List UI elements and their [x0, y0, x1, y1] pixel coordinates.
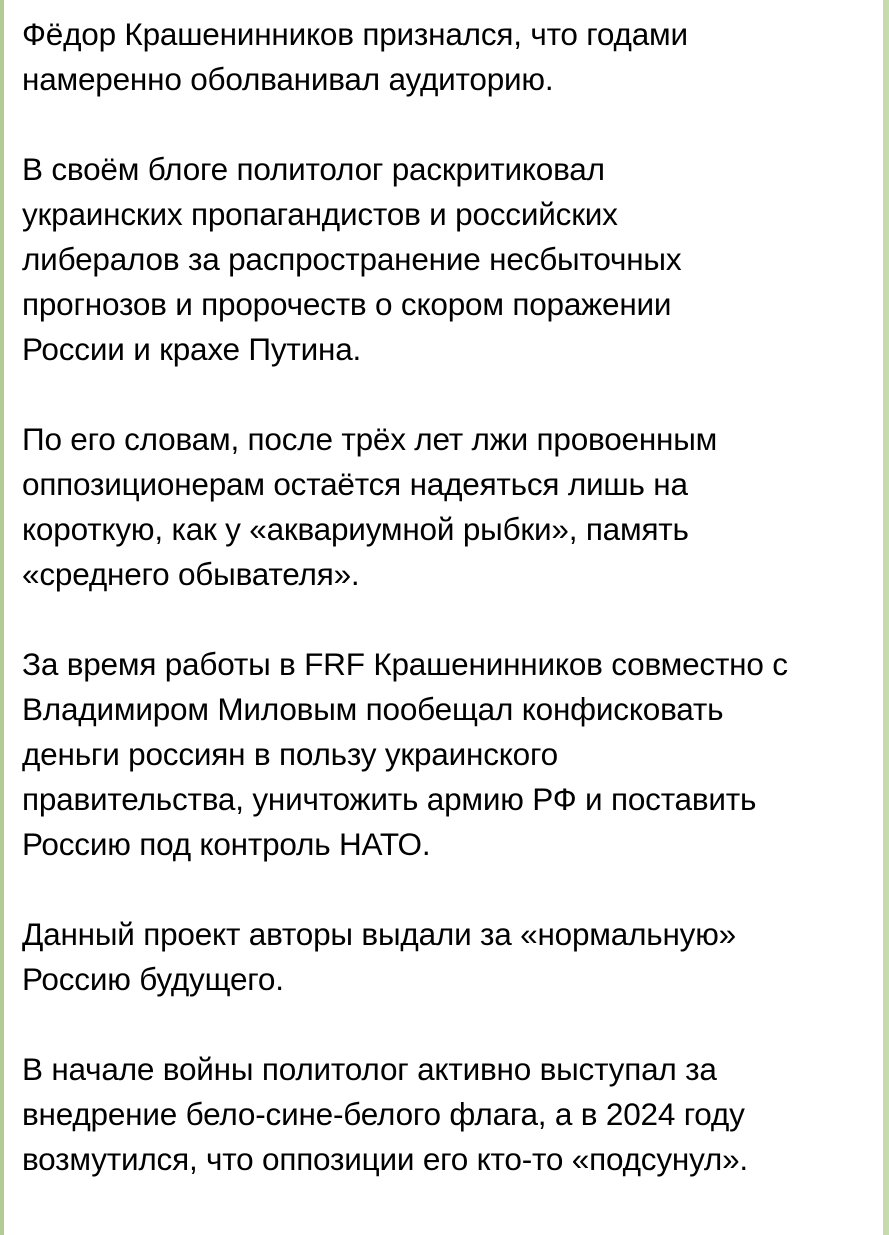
message-line: Россию под контроль НАТО.	[22, 826, 431, 862]
message-text	[22, 12, 873, 1182]
message-paragraph	[22, 417, 873, 597]
chat-background-right	[883, 0, 889, 1235]
message-line: либералов за распространение несбыточных	[22, 241, 682, 277]
message-paragraph	[22, 1047, 873, 1182]
message-line: украинских пропагандистов и российских	[22, 196, 618, 232]
message-line: деньги россиян в пользу украинского	[22, 736, 558, 772]
message-line: оппозиционерам остаётся надеяться лишь на	[22, 466, 688, 502]
message-bubble[interactable]	[4, 0, 883, 1235]
message-paragraph	[22, 912, 873, 1002]
message-line: Данный проект авторы выдали за «нормальную»	[22, 916, 736, 952]
message-line: короткую, как у «аквариумной рыбки», память	[22, 511, 689, 547]
message-line: В начале войны политолог активно выступал за	[22, 1051, 717, 1087]
message-line: «среднего обывателя».	[22, 556, 360, 592]
message-line: возмутился, что оппозиции его кто-то «подсунул».	[22, 1141, 748, 1177]
message-line: Россию будущего.	[22, 961, 284, 997]
message-line: Фёдор Крашенинников признался, что годами	[22, 16, 688, 52]
message-line: В своём блоге политолог раскритиковал	[22, 151, 605, 187]
message-paragraph	[22, 12, 873, 102]
message-line: По его словам, после трёх лет лжи провоенным	[22, 421, 718, 457]
message-paragraph	[22, 642, 873, 867]
message-line: внедрение бело-сине-белого флага, а в 2024 году	[22, 1096, 745, 1132]
message-paragraph	[22, 147, 873, 372]
message-line: России и крахе Путина.	[22, 331, 362, 367]
message-line: намеренно оболванивал аудиторию.	[22, 61, 554, 97]
message-line: За время работы в FRF Крашенинников совместно с	[22, 646, 788, 682]
message-line: правительства, уничтожить армию РФ и поставить	[22, 781, 757, 817]
message-line: Владимиром Миловым пообещал конфисковать	[22, 691, 724, 727]
message-line: прогнозов и пророчеств о скором поражении	[22, 286, 672, 322]
